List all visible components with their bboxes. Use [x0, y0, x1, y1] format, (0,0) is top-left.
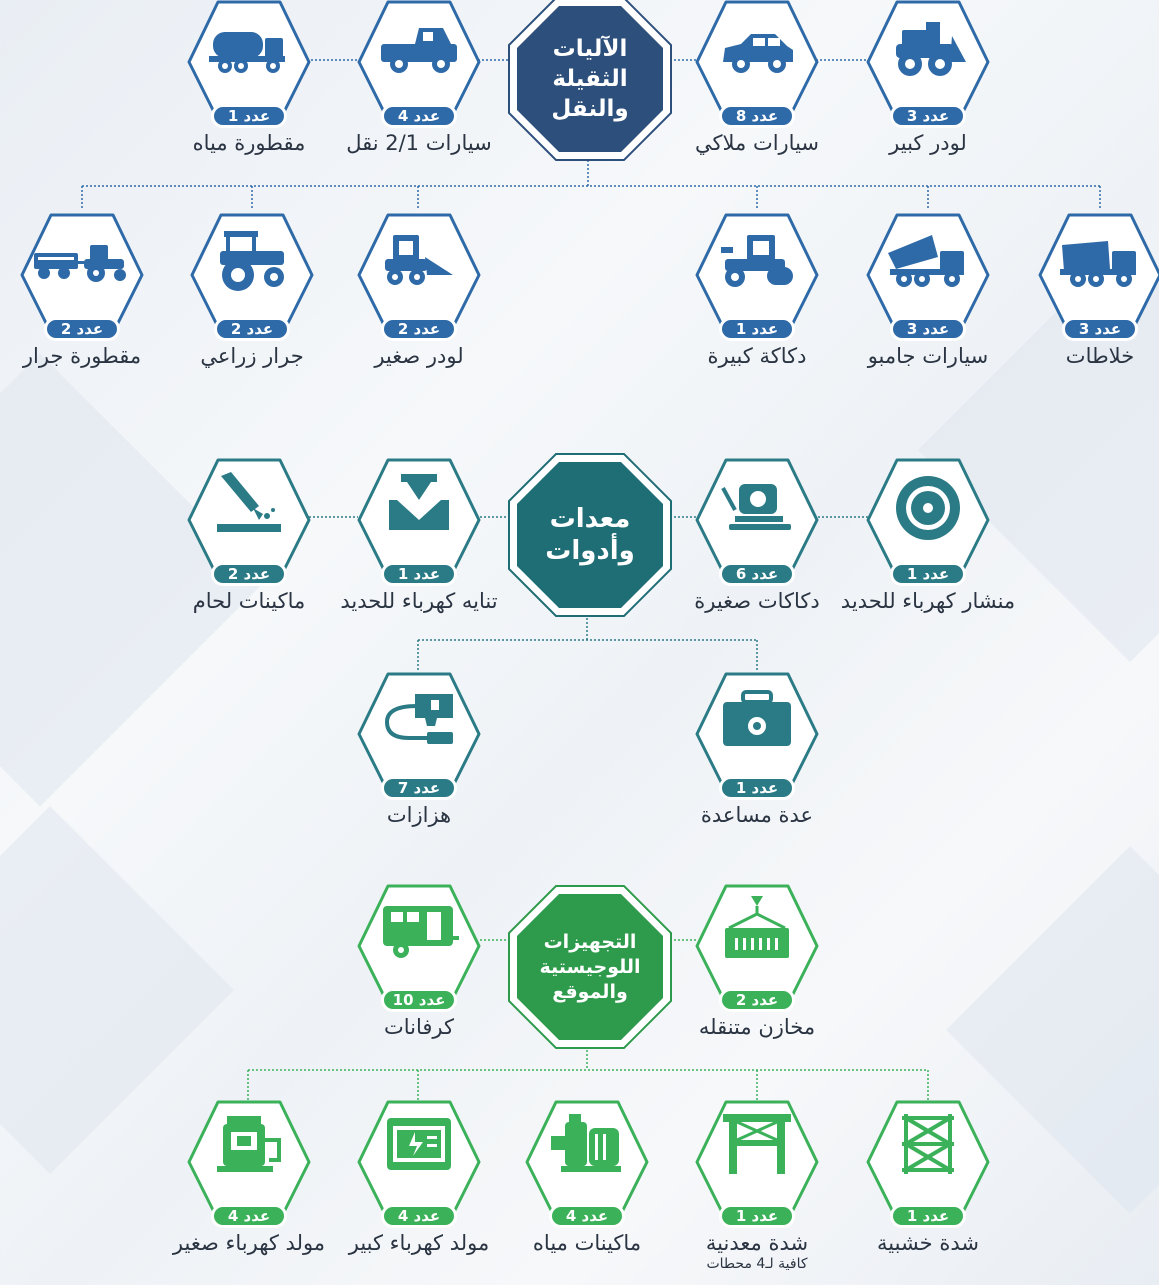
circular-saw-icon [896, 476, 960, 540]
item-label: ماكينات لحام [192, 589, 306, 613]
item-label: سيارات 2/1 نقل [346, 131, 492, 155]
count-badge: عدد 2 [719, 988, 795, 1012]
count-badge: عدد 4 [381, 1204, 457, 1228]
item-label: مقطورة جرار [22, 344, 142, 368]
item-label: عدة مساعدة [700, 803, 814, 827]
count-badge: عدد 2 [381, 317, 457, 341]
section2-heading [507, 452, 673, 618]
section3-heading [507, 884, 673, 1050]
item-label: ماكينات مياه [532, 1231, 642, 1255]
item-label: مولد كهرباء صغير [172, 1231, 326, 1255]
item-label: مولد كهرباء كبير [348, 1231, 490, 1255]
count-badge: عدد 4 [549, 1204, 625, 1228]
count-badge: عدد 1 [719, 1204, 795, 1228]
item-label: شدة معدنية [705, 1231, 809, 1255]
count-badge: عدد 3 [1062, 317, 1138, 341]
section1-title: الآليات الثقيلة والنقل [551, 36, 629, 122]
item-label: شدة خشبية [877, 1231, 979, 1255]
item-label: دكاكة كبيرة [707, 344, 807, 368]
item-label: لودر صغير [374, 344, 464, 368]
count-badge: عدد 2 [44, 317, 120, 341]
item-label: مخازن متنقله [698, 1015, 816, 1039]
count-badge: عدد 1 [890, 1204, 966, 1228]
count-badge: عدد 1 [719, 776, 795, 800]
count-badge: عدد 1 [211, 104, 287, 128]
item-label: مقطورة مياه [192, 131, 306, 155]
item-label: لودر كبير [889, 131, 967, 155]
count-badge: عدد 4 [381, 104, 457, 128]
large-generator-icon [387, 1118, 451, 1170]
item-label: منشار كهرباء للحديد [840, 589, 1016, 613]
count-badge: عدد 3 [890, 104, 966, 128]
item-label: كرفانات [383, 1015, 455, 1039]
count-badge: عدد 6 [719, 562, 795, 586]
item-label: جرار زراعي [200, 344, 304, 368]
item-label: دكاكات صغيرة [694, 589, 820, 613]
item-label: سيارات جامبو [867, 344, 989, 368]
item-label: خلاطات [1065, 344, 1135, 368]
section2-title: معدات وأدوات [545, 504, 635, 566]
item-label: سيارات ملاكي [694, 131, 820, 155]
count-badge: عدد 7 [381, 776, 457, 800]
count-badge: عدد 1 [719, 317, 795, 341]
count-badge: عدد 2 [211, 562, 287, 586]
count-badge: عدد 1 [381, 562, 457, 586]
count-badge: عدد 3 [890, 317, 966, 341]
section1-heading [507, 0, 673, 162]
section3-title: التجهيزات اللوجيستية والموقع [539, 930, 641, 1003]
count-badge: عدد 2 [214, 317, 290, 341]
count-badge: عدد 10 [381, 988, 457, 1012]
item-label: هزازات [386, 803, 452, 827]
water-tanker-icon [209, 32, 285, 73]
count-badge: عدد 8 [719, 104, 795, 128]
count-badge: عدد 4 [211, 1204, 287, 1228]
item-note: كافية لـ4 محطات [706, 1256, 808, 1272]
count-badge: عدد 1 [890, 562, 966, 586]
item-label: تنايه كهرباء للحديد [340, 589, 498, 613]
